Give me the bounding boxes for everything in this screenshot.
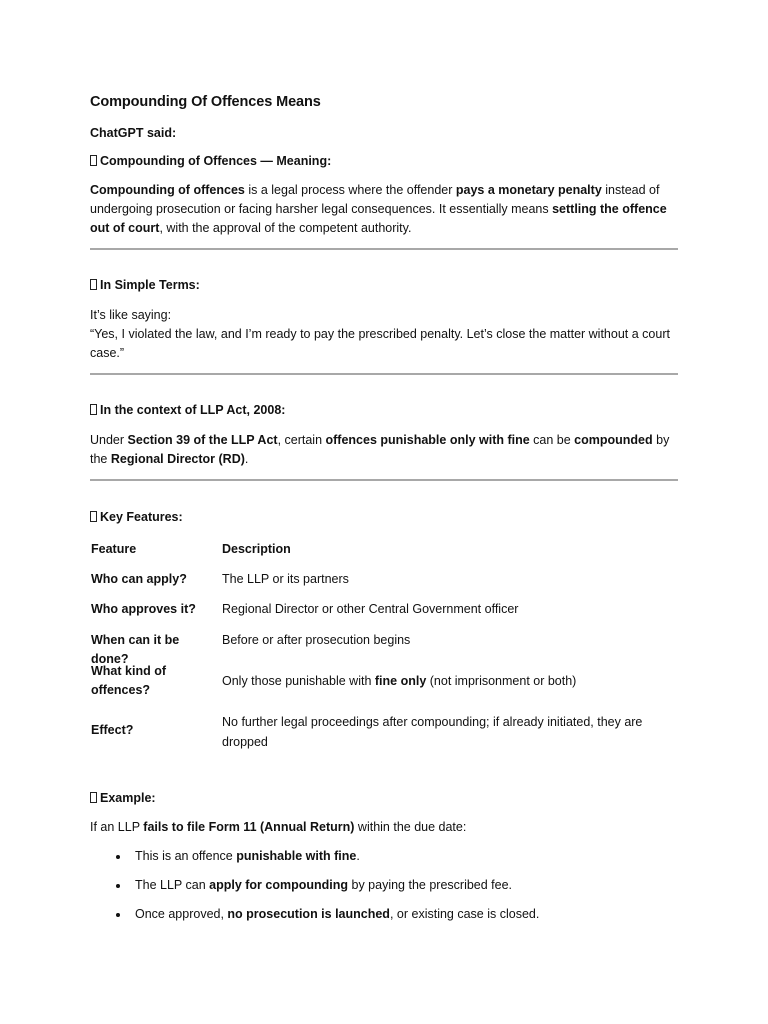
section-heading-simple-terms: In Simple Terms: xyxy=(90,278,200,292)
bullet-icon xyxy=(116,884,120,888)
section-heading-meaning: Compounding of Offences — Meaning: xyxy=(90,154,331,168)
table-header-feature: Feature xyxy=(91,542,137,556)
llp-context-paragraph: Under Section 39 of the LLP Act, certain offences punishable only with fine can be compounded by the Regional Director (RD). xyxy=(90,433,670,466)
unrendered-emoji-box-icon xyxy=(90,279,97,290)
section-heading-key-features: Key Features: xyxy=(90,510,183,524)
speaker-label: ChatGPT said: xyxy=(90,126,177,140)
document-title: Compounding Of Offences Means xyxy=(90,94,321,110)
simple-terms-paragraph: It’s like saying: “Yes, I violated the law, and I’m ready to pay the prescribed penalty. Let’s close the matter without a court case.” xyxy=(90,308,670,360)
horizontal-rule xyxy=(90,479,678,481)
horizontal-rule xyxy=(90,248,678,250)
term-compounding: Compounding of offences xyxy=(90,183,245,197)
unrendered-emoji-box-icon xyxy=(90,155,97,166)
section-heading-example: Example: xyxy=(90,791,156,805)
horizontal-rule xyxy=(90,373,678,375)
section-heading-llp-context: In the context of LLP Act, 2008: xyxy=(90,403,285,417)
example-intro: If an LLP fails to file Form 11 (Annual Return) within the due date: xyxy=(90,820,467,834)
unrendered-emoji-box-icon xyxy=(90,511,97,522)
bullet-icon xyxy=(116,855,120,859)
unrendered-emoji-box-icon xyxy=(90,792,97,803)
meaning-paragraph: Compounding of offences is a legal process where the offender pays a monetary penalty instead of undergoing prosecution or facing harsher legal consequences. It essentially means settling the offence out of court, with the approval of the competent authority. xyxy=(90,183,667,235)
unrendered-emoji-box-icon xyxy=(90,404,97,415)
table-header-description: Description xyxy=(222,542,291,556)
bullet-icon xyxy=(116,913,120,917)
document-page: Compounding Of Offences Means ChatGPT said: Compounding of Offences — Meaning: Compounding of offences is a legal process where the offender pays a monetary penalty instead of undergoing prosecution or facing harsher legal consequences. It essentially means settling the offence out of court, with the approval of the competent authority. In Simple Terms: It’s like saying: “Yes, I violated the law, and I’m ready to pay the prescribed penalty. Let’s close the matter without a court case.” In the context of LLP Act, 2008: Under Section 39 of the LLP Act, certain offences punishable only with fine can be compounded by the Regional Director (RD). Key Features: Feature Description Who can apply? The LLP or its partners Who approves it? Regional Director or other Central Government officer When can it be done? Before or after prosecution begins What kind of offences? Only those punishable with fine only (not imprisonment or both) Effect? No further legal proceedings after compounding; if already initiated, they are dropped Example: If an LLP fails to file Form 11 (Annual Return) within the due date: This is an offence punishable with fine. The LLP can apply for compounding by paying the prescribed fee. Once approved, no prosecution is launched, or existing case is closed. xyxy=(0,0,768,1024)
